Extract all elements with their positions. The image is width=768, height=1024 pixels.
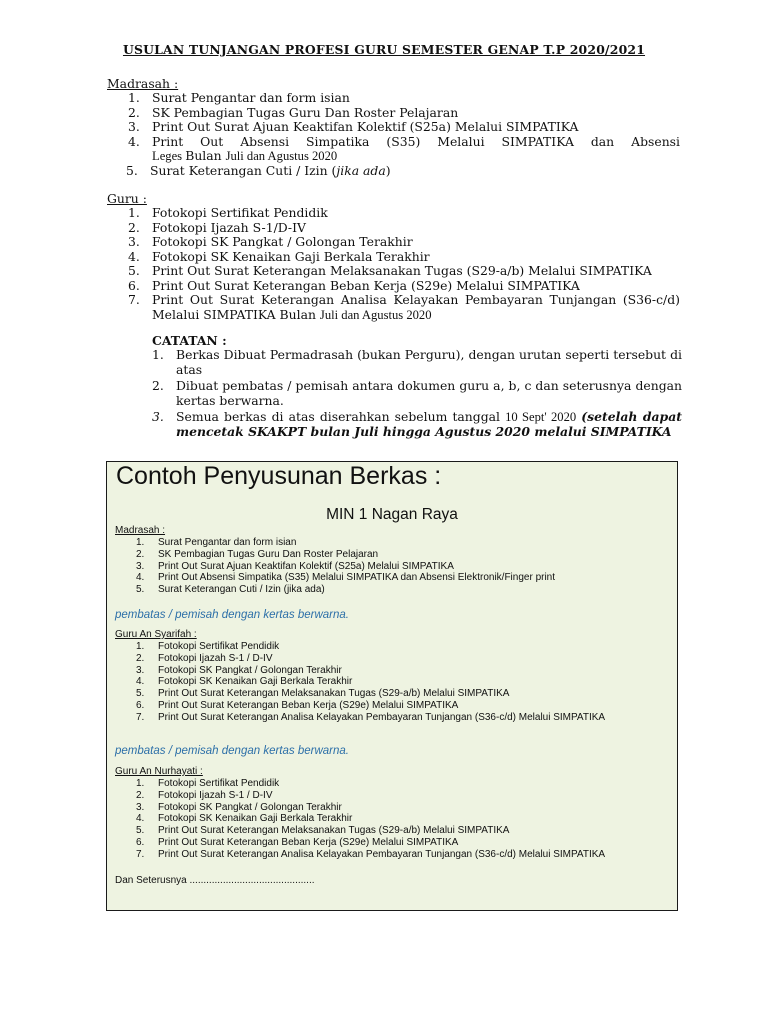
example-madrasah-list	[136, 537, 670, 596]
guru-syarifah-list	[136, 641, 670, 724]
list-item: 7. Print Out Surat Keterangan Analisa Kelayakan Pembayaran Tunjangan (S36-c/d) Melalui SIMPATIKA	[136, 848, 606, 860]
list-item: 5. Surat Keterangan Cuti / Izin (jika ada)	[136, 584, 325, 596]
etc-line: Dan Seterusnya .............................................	[115, 875, 315, 886]
list-item: 3. Semua berkas di atas diserahkan sebelum tanggal 10 Sept' 2020 (setelah dapat mencetak SKAKPT bulan Juli hingga Agustus 2020 melalui SIMPATIKA	[152, 409, 682, 439]
example-title: Contoh Penyusunan Berkas :	[116, 462, 442, 490]
list-item: 2. Fotokopi Ijazah S-1 / D-IV	[136, 652, 273, 664]
list-item: 1. Fotokopi Sertifikat Pendidik	[128, 205, 328, 220]
list-item: 4. Fotokopi SK Kenaikan Gaji Berkala Terakhir	[136, 813, 353, 825]
list-item: 1. Fotokopi Sertifikat Pendidik	[136, 778, 280, 789]
separator-note: pembatas / pemisah dengan kertas berwarna.	[115, 609, 349, 621]
catatan-label: CATATAN :	[152, 333, 227, 348]
list-item: 3. Fotokopi SK Pangkat / Golongan Terakhir	[136, 664, 342, 676]
separator-note: pembatas / pemisah dengan kertas berwarna.	[115, 745, 349, 757]
list-item: 3. Print Out Surat Ajuan Keaktifan Kolektif (S25a) Melalui SIMPATIKA	[136, 560, 454, 572]
list-item: 7. Print Out Surat Keterangan Analisa Kelayakan Pembayaran Tunjangan (S36-c/d) Melalui SIMPATIKA Bulan Juli dan Agustus 2020	[128, 292, 680, 322]
page-title: USULAN TUNJANGAN PROFESI GURU SEMESTER GENAP T.P 2020/2021	[122, 42, 646, 57]
example-madrasah-label: Madrasah :	[115, 525, 166, 536]
list-item: 4. Print Out Absensi Simpatika (S35) Melalui SIMPATIKA dan Absensi Elektronik/Finger print	[136, 572, 556, 584]
list-item: 2. Fotokopi Ijazah S-1 / D-IV	[136, 789, 273, 801]
list-item: 2. Fotokopi Ijazah S-1/D-IV	[128, 219, 306, 235]
guru-list	[128, 206, 680, 322]
list-item: 4. Fotokopi SK Kenaikan Gaji Berkala Terakhir	[128, 248, 430, 264]
list-item: 2. SK Pembagian Tugas Guru Dan Roster Pelajaran	[128, 104, 459, 120]
list-item: 7. Print Out Surat Keterangan Analisa Kelayakan Pembayaran Tunjangan (S36-c/d) Melalui SIMPATIKA	[136, 711, 606, 723]
guru-nurhayati-list	[136, 778, 670, 861]
madrasah-label: Madrasah :	[107, 76, 179, 91]
list-item: 3. Fotokopi SK Pangkat / Golongan Terakhir	[136, 801, 342, 813]
list-item: 4. Fotokopi SK Kenaikan Gaji Berkala Terakhir	[136, 676, 353, 688]
list-item: 6. Print Out Surat Keterangan Beban Kerja (S29e) Melalui SIMPATIKA	[128, 277, 580, 293]
list-item: 1. Surat Pengantar dan form isian	[128, 90, 350, 105]
list-item: 6. Print Out Surat Keterangan Beban Kerja (S29e) Melalui SIMPATIKA	[136, 699, 459, 711]
list-item: 5. Print Out Surat Keterangan Melaksanakan Tugas (S29-a/b) Melalui SIMPATIKA	[136, 825, 510, 837]
example-subtitle: MIN 1 Nagan Raya	[326, 506, 458, 523]
list-item: 1. Berkas Dibuat Permadrasah (bukan Perguru), dengan urutan seperti tersebut di atas	[152, 347, 682, 377]
list-item: 2. Dibuat pembatas / pemisah antara dokumen guru a, b, c dan seterusnya dengan kertas berwarna.	[152, 378, 682, 408]
example-box	[106, 461, 678, 911]
list-item: 5. Surat Keterangan Cuti / Izin (jika ada)	[126, 162, 391, 178]
list-item: 2. SK Pembagian Tugas Guru Dan Roster Pelajaran	[136, 548, 379, 560]
list-item: 4. Print Out Absensi Simpatika (S35) Melalui SIMPATIKA dan Absensi Leges Bulan Juli dan Agustus 2020	[128, 133, 680, 163]
list-item: 3. Print Out Surat Ajuan Keaktifan Kolektif (S25a) Melalui SIMPATIKA	[128, 119, 579, 134]
madrasah-list	[128, 91, 680, 178]
guru-nurhayati-label: Guru An Nurhayati :	[115, 766, 203, 777]
list-item: 5. Print Out Surat Keterangan Melaksanakan Tugas (S29-a/b) Melalui SIMPATIKA	[128, 263, 652, 278]
list-item: 3. Fotokopi SK Pangkat / Golongan Terakhir	[128, 234, 413, 249]
list-item: 5. Print Out Surat Keterangan Melaksanakan Tugas (S29-a/b) Melalui SIMPATIKA	[136, 688, 510, 700]
list-item: 1. Fotokopi Sertifikat Pendidik	[136, 641, 280, 652]
guru-syarifah-label: Guru An Syarifah :	[115, 629, 197, 640]
catatan-list	[152, 348, 682, 441]
list-item: 6. Print Out Surat Keterangan Beban Kerja (S29e) Melalui SIMPATIKA	[136, 836, 459, 848]
list-item: 1. Surat Pengantar dan form isian	[136, 537, 297, 548]
guru-label: Guru :	[107, 191, 147, 206]
